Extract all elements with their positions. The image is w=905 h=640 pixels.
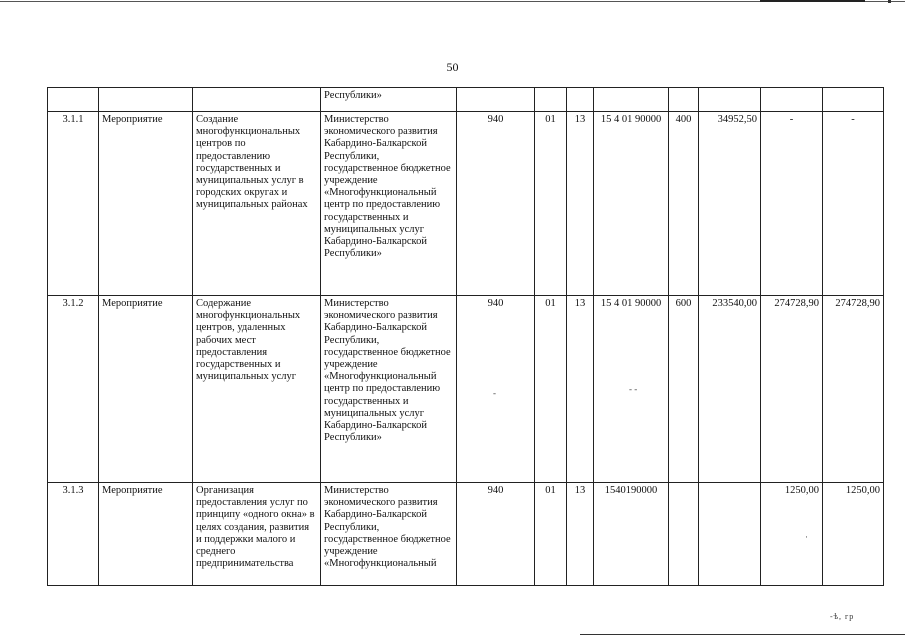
cell-year3: 274728,90 (823, 296, 884, 483)
cell-number (48, 88, 99, 112)
cell-number: 3.1.1 (48, 112, 99, 296)
budget-table (47, 87, 884, 586)
cell-number: 3.1.3 (48, 483, 99, 586)
cell-name: Содержание многофункциональных центров, удаленных рабочих мест предоставления государственных и муниципальных услуг (193, 296, 321, 483)
cell-year3 (823, 88, 884, 112)
cell-pr: 13 (567, 483, 594, 586)
cell-year2: - (761, 112, 823, 296)
cell-name: Организация предоставления услуг по принципу «одного окна» в целях создания, развития и поддержки малого и среднего предпринимательства (193, 483, 321, 586)
cell-pr (567, 88, 594, 112)
cell-rz: 01 (535, 112, 567, 296)
cell-year3: 1250,00 (823, 483, 884, 586)
cell-year2 (761, 88, 823, 112)
scan-artifact-top-right-bar (760, 0, 865, 2)
cell-vr (669, 483, 699, 586)
scan-artifact-bottom-line (580, 634, 905, 635)
cell-grbs: 940 (457, 483, 535, 586)
cell-executor: Министерство экономического развития Кабардино-Балкарской Республики, государственное бюджетное учреждение «Многофункциональный центр по предоставлению государственных и муниципальных услуг Кабардино-Балкарской Республики» (321, 112, 457, 296)
cell-year1: 34952,50 (699, 112, 761, 296)
cell-pr: 13 (567, 112, 594, 296)
cell-executor: Министерство экономического развития Кабардино-Балкарской Республики, государственное бюджетное учреждение «Многофункциональный (321, 483, 457, 586)
cell-rz (535, 88, 567, 112)
cell-year3: - (823, 112, 884, 296)
cell-executor: Министерство экономического развития Кабардино-Балкарской Республики, государственное бюджетное учреждение «Многофункциональный центр по предоставлению государственных и муниципальных услуг Кабардино-Балкарской Республики» (321, 296, 457, 483)
cell-name (193, 88, 321, 112)
cell-grbs (457, 88, 535, 112)
scan-speck: · (805, 532, 808, 542)
cell-type: Мероприятие (99, 296, 193, 483)
scan-speck: - (493, 388, 496, 398)
cell-number: 3.1.2 (48, 296, 99, 483)
cell-type: Мероприятие (99, 112, 193, 296)
table-row (48, 112, 884, 296)
cell-vr: 400 (669, 112, 699, 296)
cell-pr: 13 (567, 296, 594, 483)
footer-marks: ‑ѣ, гр (830, 612, 855, 621)
cell-year2: 274728,90 (761, 296, 823, 483)
scan-speck: - - (629, 384, 638, 394)
cell-grbs: 940 (457, 296, 535, 483)
cell-rz: 01 (535, 296, 567, 483)
cell-csr: 15 4 01 90000 (594, 296, 669, 483)
cell-year1: 233540,00 (699, 296, 761, 483)
cell-executor: Республики» (321, 88, 457, 112)
cell-csr (594, 88, 669, 112)
page-number: 50 (446, 60, 459, 74)
cell-type: Мероприятие (99, 483, 193, 586)
cell-year2: 1250,00 (761, 483, 823, 586)
table-row (48, 483, 884, 586)
cell-vr: 600 (669, 296, 699, 483)
table-row (48, 296, 884, 483)
cell-year1 (699, 88, 761, 112)
cell-csr: 15 4 01 90000 (594, 112, 669, 296)
cell-type (99, 88, 193, 112)
cell-name: Создание многофункциональных центров по предоставлению государственных и муниципальных услуг в городских округах и муниципальных районах (193, 112, 321, 296)
cell-csr: 1540190000 (594, 483, 669, 586)
cell-year1 (699, 483, 761, 586)
table-row-continuation (48, 88, 884, 112)
cell-vr (669, 88, 699, 112)
scan-artifact-dot (888, 0, 891, 3)
cell-grbs: 940 (457, 112, 535, 296)
cell-rz: 01 (535, 483, 567, 586)
